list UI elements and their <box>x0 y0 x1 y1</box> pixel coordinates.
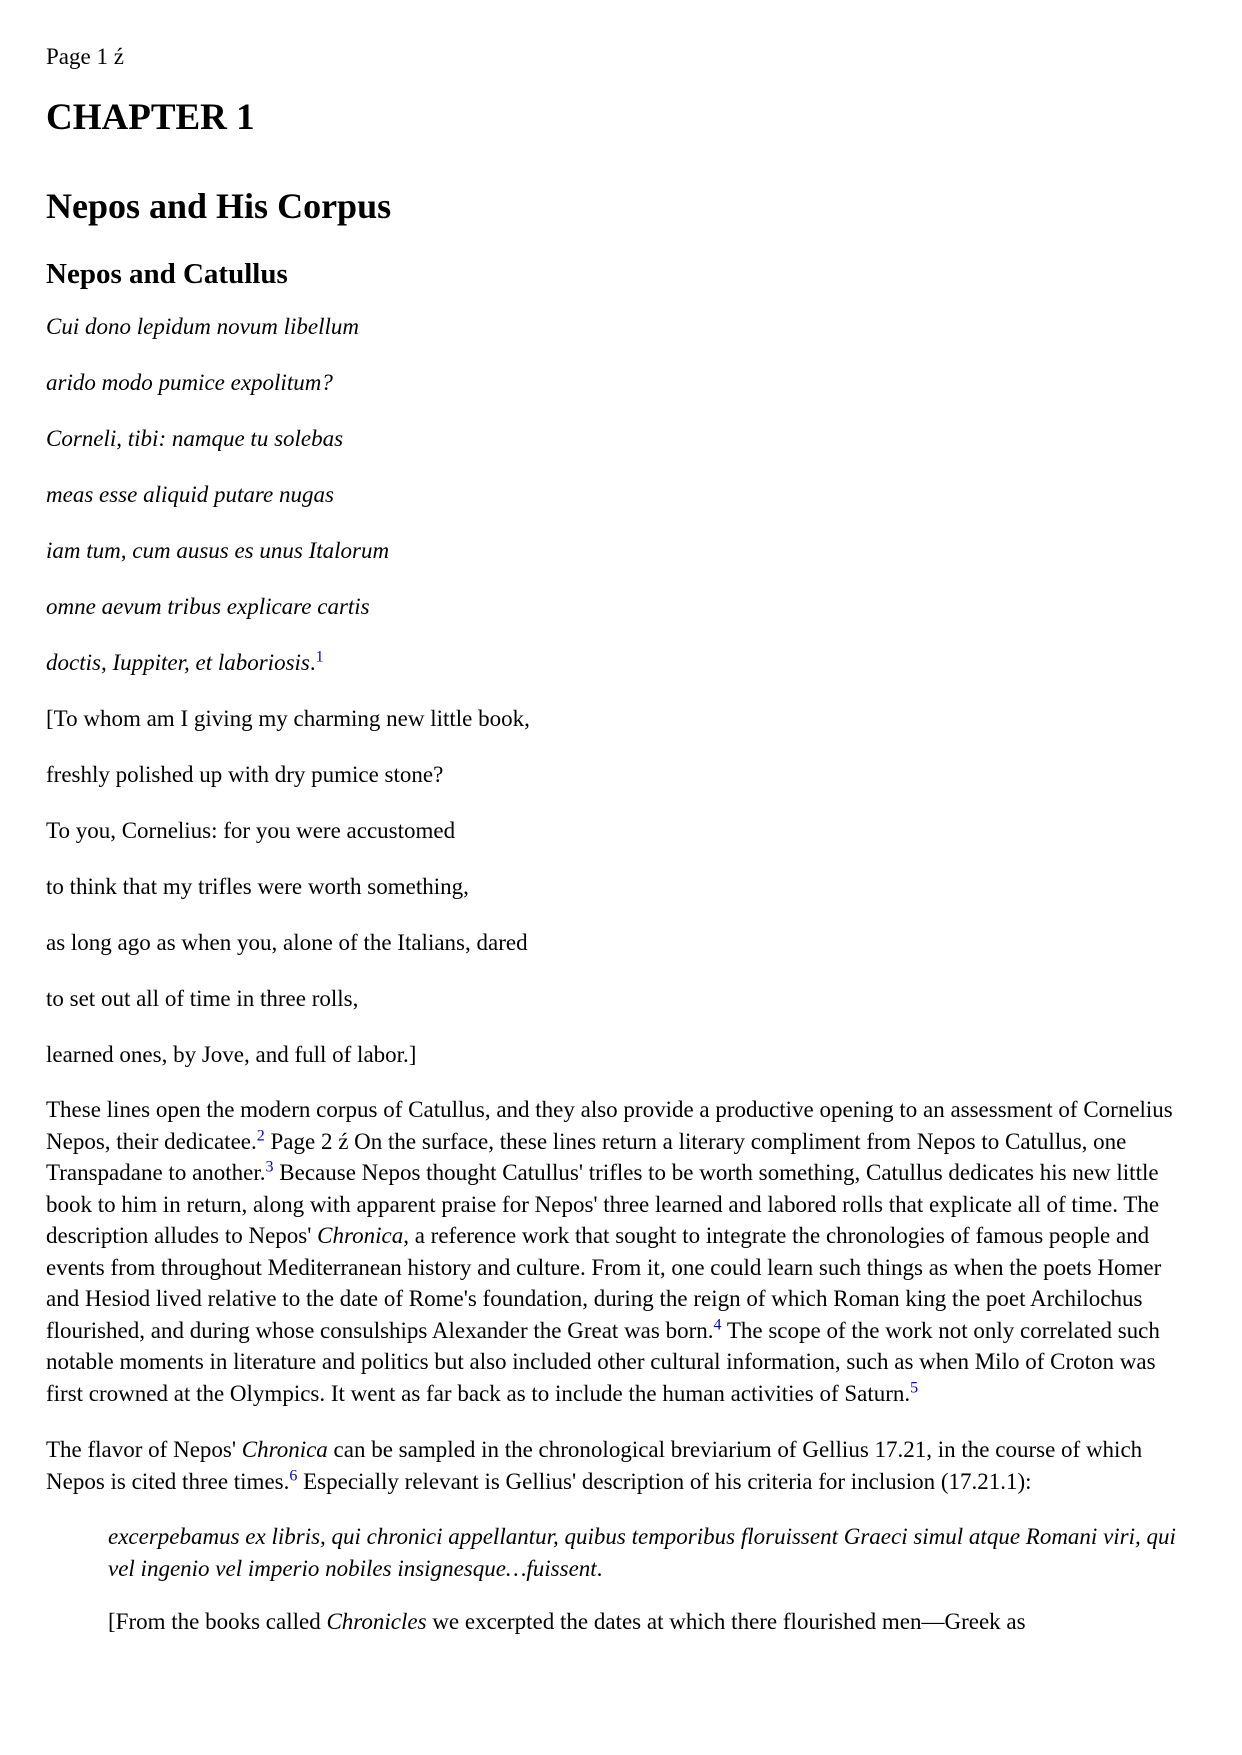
italic-title: Chronica <box>317 1223 404 1248</box>
block-quote-translation <box>108 1606 1196 1638</box>
latin-verse-line: arido modo pumice expolitum? <box>46 370 333 395</box>
footnote-link-6[interactable]: 6 <box>289 1466 298 1484</box>
footnote-link-4[interactable]: 4 <box>713 1315 722 1333</box>
latin-verse-line: meas esse aliquid putare nugas <box>46 482 334 507</box>
english-verse-line: learned ones, by Jove, and full of labor.] <box>46 1042 417 1067</box>
chapter-heading: CHAPTER 1 <box>46 97 255 138</box>
section-heading: Nepos and Catullus <box>46 258 288 290</box>
text-run: Especially relevant is Gellius' description of his criteria for inclusion (17.21.1): <box>297 1468 1032 1494</box>
quote-text: excerpebamus ex libris, qui chronici appellantur, quibus temporibus floruissent Graeci simul atque Romani viri, qui vel ingenio vel imperio nobiles insignesque…fuissent <box>108 1524 1176 1581</box>
body-paragraph-1 <box>46 1094 1196 1409</box>
italic-title: Chronica <box>241 1437 328 1462</box>
block-quote-latin <box>108 1521 1196 1584</box>
latin-verse-text: doctis, Iuppiter, et laboriosis <box>46 650 310 675</box>
footnote-link-3[interactable]: 3 <box>265 1158 274 1176</box>
english-verse-line: [To whom am I giving my charming new little book, <box>46 706 530 731</box>
quote-punct: . <box>596 1555 603 1581</box>
page-marker: Page 1 ź <box>46 44 124 69</box>
english-verse-line: freshly polished up with dry pumice stone? <box>46 762 444 787</box>
text-run: The flavor of Nepos' <box>46 1437 242 1462</box>
english-verse-line: To you, Cornelius: for you were accustomed <box>46 818 456 843</box>
text-run: we excerpted the dates at which there flourished men—Greek as <box>426 1609 1026 1634</box>
text-run: can be sampled in the chronological breviarium of Gellius 17.21, in the course of which Nepos is cited three times. <box>46 1437 1143 1494</box>
english-verse-line: to set out all of time in three rolls, <box>46 986 359 1011</box>
italic-title: Chronicles <box>326 1609 427 1634</box>
latin-verse-line: omne aevum tribus explicare cartis <box>46 594 370 619</box>
text-run: The scope of the work not only correlated such notable moments in literature and politics but also included other cultural information, such as when Milo of Croton was first crowned at the Olympics. It went as far back as to include the human activities of Saturn. <box>46 1317 1160 1406</box>
english-verse-line: as long ago as when you, alone of the Italians, dared <box>46 930 528 955</box>
english-translation <box>46 704 1196 1070</box>
latin-verse-line: Corneli, tibi: namque tu solebas <box>46 426 344 451</box>
footnote-link-1[interactable]: 1 <box>315 648 324 666</box>
latin-poem <box>46 312 1196 678</box>
latin-verse-line: iam tum, cum ausus es unus Italorum <box>46 538 390 563</box>
footnote-link-5[interactable]: 5 <box>910 1378 919 1396</box>
text-run: [From the books called <box>108 1609 327 1634</box>
latin-verse-line-last <box>46 648 1196 678</box>
text-run: These lines open the modern corpus of Catullus, and they also provide a productive opening to an assessment of Cornelius Nepos, their dedicatee. <box>46 1097 1173 1154</box>
english-verse-line: to think that my trifles were worth something, <box>46 874 469 899</box>
latin-verse-punct: . <box>309 650 316 675</box>
chapter-title: Nepos and His Corpus <box>46 186 392 226</box>
latin-verse-line: Cui dono lepidum novum libellum <box>46 314 360 339</box>
body-paragraph-2 <box>46 1434 1196 1497</box>
text-run: Because Nepos thought Catullus' trifles to be worth something, Catullus dedicates his new little book to him in return, along with apparent praise for Nepos' three learned and labored rolls that explicate all of time. The description alludes to Nepos' <box>46 1160 1160 1248</box>
footnote-link-2[interactable]: 2 <box>256 1126 265 1144</box>
text-run: , a reference work that sought to integrate the chronologies of famous people and events from throughout Mediterranean history and culture. From it, one could learn such things as when the poets Homer and Hesiod lived relative to the date of Rome's foundation, during the reign of which Roman king the poet Archilochus flourished, and during whose consulships Alexander the Great was born. <box>46 1223 1162 1343</box>
text-run: Page 2 ź On the surface, these lines return a literary compliment from Nepos to Catullus, one Transpadane to another. <box>46 1128 1127 1185</box>
